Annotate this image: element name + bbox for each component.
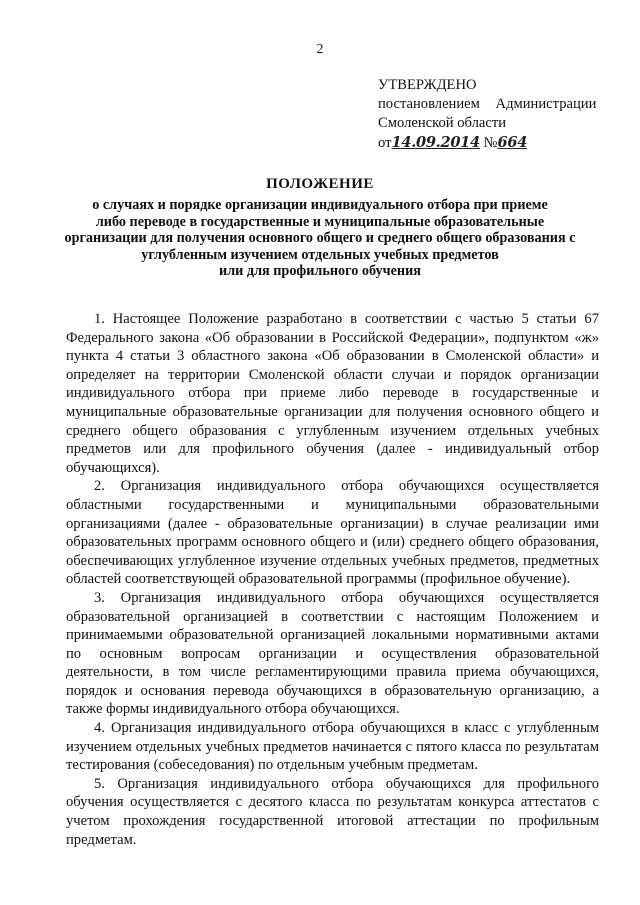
paragraph-2: 2. Организация индивидуального отбора обучающихся осуществляется областными государственными и муниципальными образовательными организациями (далее - образовательные организации) в случае реализации ими образовательных программ основного общего и (или) среднего общего образования, обеспечивающих углубленное изучение отдельных учебных предметов, предметных областей соответствующей образовательной программы (профильное обучение). — [66, 478, 599, 588]
paragraph-1: 1. Настоящее Положение разработано в соответствии с частью 5 статьи 67 Федерального закона «Об образовании в Российской Федерации», подпунктом «ж» пункта 4 статьи 3 областного закона «Об образовании в Смоленской области» и определяет на территории Смоленской области случаи и порядок организации индивидуального отбора при приеме либо переводе в государственные и муниципальные образовательные организации для получения основного общего и среднего общего образования с углубленным изучением отдельных учебных предметов или для профильного обучения (далее - индивидуальный отбор обучающихся). — [66, 311, 599, 476]
paragraph-5: 5. Организация индивидуального отбора обучающихся для профильного обучения осуществляется с десятого класса по результатам конкурса аттестатов с учетом прохождения государственной итоговой аттестации по профильным предметам. — [66, 775, 599, 848]
approval-line-2: Смоленской области — [378, 115, 507, 131]
approval-line-1: постановлением Администрации — [378, 96, 597, 112]
approval-number-prefix: № — [483, 135, 498, 151]
approval-date-row — [378, 135, 527, 151]
document-subtitle — [40, 197, 600, 280]
subtitle-line: о случаях и порядке организации индивидуального отбора при приеме — [92, 197, 548, 213]
page-number: 2 — [316, 42, 324, 57]
paragraph-3: 3. Организация индивидуального отбора обучающихся осуществляется образовательной организацией в соответствии с настоящим Положением и принимаемыми образовательной организацией локальными нормативными актами по основным вопросам организации и осуществления образовательной деятельности, в том числе регламентирующими правила приема обучающихся, порядок и основания перевода обучающихся в образовательную организацию, а также формы индивидуального отбора обучающихся. — [66, 589, 599, 718]
paragraph-4: 4. Организация индивидуального отбора обучающихся в класс с углубленным изучением отдельных учебных предметов начинается с пятого класса по результатам тестирования (собеседования) по отдельным учебным предметам. — [66, 720, 599, 774]
subtitle-line: или для профильного обучения — [219, 263, 421, 279]
approval-heading: УТВЕРЖДЕНО — [378, 77, 477, 93]
document-title: ПОЛОЖЕНИЕ — [266, 176, 374, 192]
approval-number: 664 — [497, 134, 528, 151]
subtitle-line: либо переводе в государственные и муниципальные образовательные — [95, 213, 545, 230]
approval-prefix: от — [378, 135, 392, 151]
subtitle-line: углубленным изучением отдельных учебных предметов — [141, 246, 499, 263]
subtitle-line: организации для получения основного общего и среднего общего образования с — [64, 230, 576, 246]
document-body — [66, 310, 599, 849]
approval-date: 14.09.2014 — [391, 134, 480, 151]
approval-stamp — [378, 76, 608, 153]
